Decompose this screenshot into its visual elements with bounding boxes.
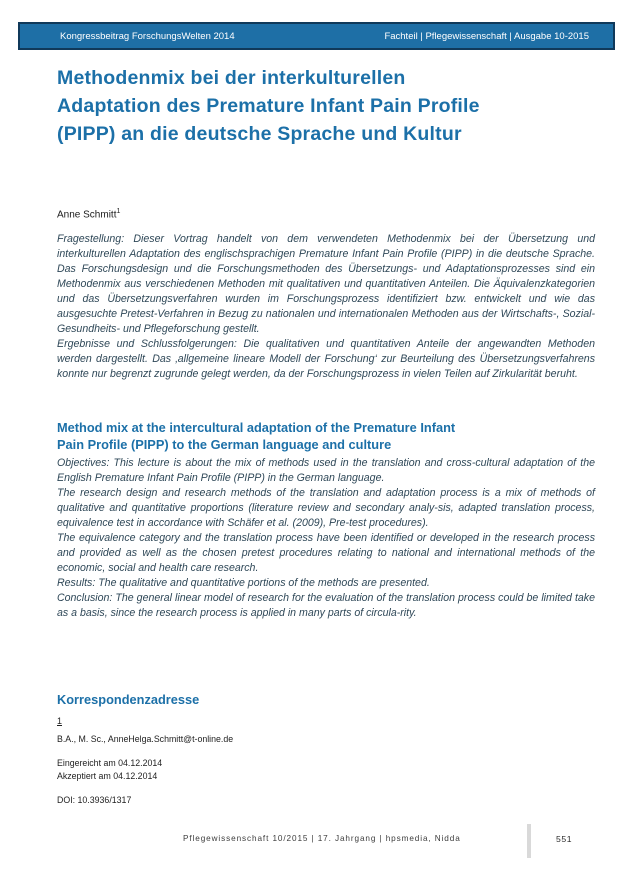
author-footnote-marker: 1: [116, 208, 121, 215]
abstract-german: [57, 232, 595, 382]
heading-en-line: Method mix at the intercultural adaptation of the Premature Infant: [57, 420, 456, 435]
abstract-en-paragraph: Results: The qualitative and quantitative portions of the methods are presented.: [57, 577, 430, 589]
header-right-label: Fachteil | Pflegewissenschaft | Ausgabe 10-2015: [384, 30, 589, 42]
abstract-en-paragraph: Conclusion: The general linear model of research for the evaluation of the translation process could be limited take as a basis, since the research process is applied in many parts of circula-rity.: [57, 592, 595, 619]
header-left-label: Kongressbeitrag ForschungsWelten 2014: [60, 30, 235, 42]
abstract-de-paragraph: Ergebnisse und Schlussfolgerungen: Die qualitativen und quantitativen Anteile der angewandten Methoden werden dargestellt. Das ‚allgemeine lineare Modell der Forschung‘ zur Beurteilung des Übersetzungsverfahrens konnte nur begrenzt zugrunde gelegt werden, da der Forschungsprozess in vielen Teilen auf Zirkularität beruht.: [57, 338, 595, 380]
accepted-date: Akzeptiert am 04.12.2014: [57, 771, 158, 781]
submission-dates: [57, 757, 162, 783]
article-title-de: [57, 64, 597, 148]
header-banner: [18, 22, 615, 50]
author-name: Anne Schmitt: [57, 209, 117, 221]
page-number: 551: [556, 834, 573, 844]
abstract-en-paragraph: The research design and research methods of the translation and adaptation process is a mix of methods of qualitative and quantitative proportions (literature review and secondary analy-sis, adapted translation process, equivalence test in accordance with Schäfer et al. (2009), Pre-test procedures).: [57, 487, 595, 529]
submitted-date: Eingereicht am 04.12.2014: [57, 758, 163, 768]
footer-journal-line: Pflegewissenschaft 10/2015 | 17. Jahrgang | hpsmedia, Nidda: [183, 834, 461, 843]
correspondence-footnote-ref: 1: [57, 716, 63, 726]
abstract-de-paragraph: Fragestellung: Dieser Vortrag handelt von dem verwendeten Methodenmix bei der Übersetzung und interkulturellen Adaptation des englischsprachigen Premature Infant Pain Profile (PIPP) in die deutsche Sprache. Das Forschungsdesign und die Forschungsmethoden des Übersetzungs- und Adaptationsprozesses sind ein Methodenmix aus verschiedenen Methoden mit qualitativen und quantitativen Anteilen. Die Äquivalenzkategorien und das Übersetzungsverfahren wurden im Forschungsprozess identifiziert bzw. entwickelt und wie das ausgesuchte Pretest-Verfahren in Bezug zu nationalen und internationalen Methoden aus der Wirtschafts-, Sozial- Gesundheits- und Pflegeforschung gestellt.: [57, 233, 595, 335]
abstract-en-paragraph: The equivalence category and the translation process have been identified or developed in the research process and provided as well as the chosen pretest procedures relating to national and international methods of the economic, social and health care research.: [57, 532, 595, 574]
doi-line: DOI: 10.3936/1317: [57, 795, 132, 805]
title-line: Adaptation des Premature Infant Pain Profile: [57, 95, 480, 117]
heading-en-line: Pain Profile (PIPP) to the German language and culture: [57, 437, 392, 452]
correspondence-address: B.A., M. Sc., AnneHelga.Schmitt@t-online.de: [57, 734, 234, 744]
title-line: Methodenmix bei der interkulturellen: [57, 67, 406, 89]
article-title-en: [57, 419, 597, 453]
abstract-en-paragraph: Objectives: This lecture is about the mix of methods used in the translation and cross-cultural adaptation of the English Premature Infant Pain Profile (PIPP) in the German language.: [57, 457, 595, 484]
abstract-english: [57, 456, 595, 621]
footer-divider: [527, 824, 531, 858]
correspondence-heading: Korrespondenzadresse: [57, 692, 200, 707]
title-line: (PIPP) an die deutsche Sprache und Kultur: [57, 123, 462, 145]
author-line: [57, 208, 120, 220]
